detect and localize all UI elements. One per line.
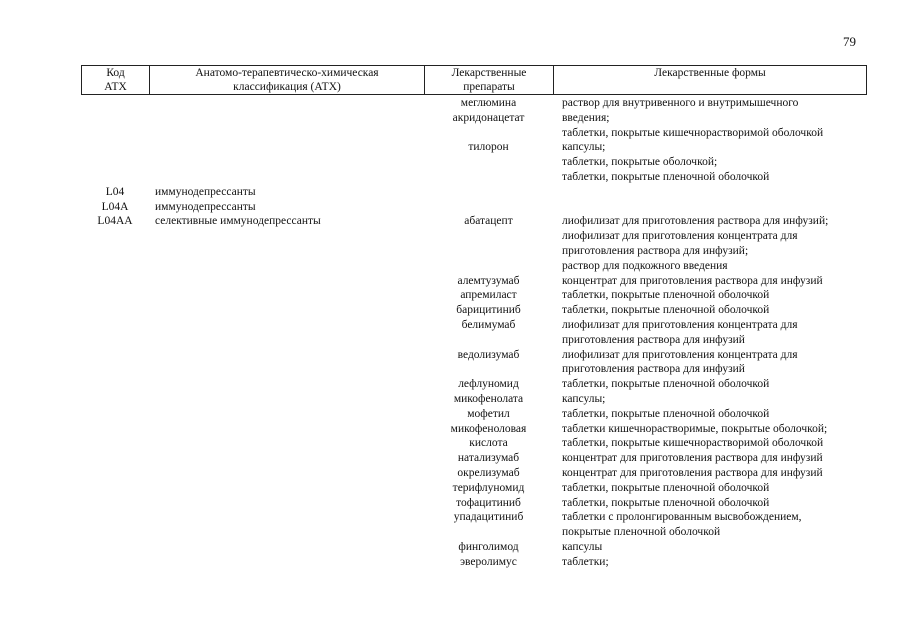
dosage-form: капсулы; — [562, 141, 606, 154]
drug-name: тофацитиниб — [456, 496, 521, 509]
drug-name: белимумаб — [461, 319, 516, 331]
header-classification-line-2: классификация (АТХ) — [233, 81, 341, 93]
drug-name: мофетил — [467, 407, 510, 420]
header-code-line-2: АТХ — [104, 81, 127, 93]
drug-name: микофеноловая — [450, 422, 527, 435]
dosage-form: раствор для внутривенного и внутримышечного — [562, 97, 799, 109]
header-drugs-line-1: Лекарственные — [451, 67, 527, 79]
dosage-form: концентрат для приготовления раствора для инфузий — [562, 274, 823, 287]
header-forms-line-1: Лекарственные формы — [654, 67, 766, 79]
dosage-form: таблетки кишечнорастворимые, покрытые оболочкой; — [562, 422, 828, 435]
dosage-form: таблетки, покрытые оболочкой; — [562, 156, 718, 169]
header-code-line-1: Код — [106, 67, 125, 79]
page-number: 79 — [843, 34, 856, 49]
dosage-form: покрытые пленочной оболочкой — [562, 526, 721, 539]
dosage-form: таблетки, покрытые пленочной оболочкой — [562, 171, 770, 183]
drug-name: алемтузумаб — [457, 274, 520, 287]
dosage-form: таблетки, покрытые пленочной оболочкой — [562, 481, 770, 494]
dosage-form: таблетки, покрытые кишечнорастворимой оболочкой — [562, 126, 824, 139]
dosage-form: лиофилизат для приготовления концентрата для — [562, 348, 798, 361]
dosage-form: приготовления раствора для инфузий — [562, 333, 745, 346]
dosage-form: лиофилизат для приготовления раствора для инфузий; — [562, 215, 829, 228]
header-classification-line-1: Анатомо-терапевтическо-химическая — [195, 67, 379, 79]
dosage-form: таблетки, покрытые пленочной оболочкой — [562, 407, 770, 420]
drug-name: кислота — [469, 437, 508, 450]
dosage-form: таблетки, покрытые пленочной оболочкой — [562, 289, 770, 302]
drug-name: акридонацетат — [452, 111, 525, 124]
dosage-form: лиофилизат для приготовления концентрата для — [562, 230, 798, 243]
atc-classification: иммунодепрессанты — [155, 200, 256, 213]
header-drugs-line-2: препараты — [463, 81, 515, 93]
drug-name: меглюмина — [460, 97, 517, 109]
atc-code: L04A — [101, 200, 129, 213]
drug-name: окрелизумаб — [457, 467, 520, 479]
drug-name: эверолимус — [460, 555, 517, 568]
dosage-form: концентрат для приготовления раствора для инфузий — [562, 452, 823, 465]
atc-code: L04AA — [97, 215, 133, 228]
drug-name: лефлуномид — [458, 378, 519, 391]
dosage-form: лиофилизат для приготовления концентрата для — [562, 319, 798, 331]
dosage-form: таблетки с пролонгированным высвобождением, — [562, 511, 802, 524]
drug-name: микофенолата — [453, 393, 524, 405]
dosage-form: таблетки, покрытые кишечнорастворимой оболочкой — [562, 437, 824, 450]
atc-classification: селективные иммунодепрессанты — [155, 215, 321, 228]
dosage-form: приготовления раствора для инфузий — [562, 363, 745, 376]
dosage-form: приготовления раствора для инфузий; — [562, 245, 749, 257]
dosage-form: таблетки, покрытые пленочной оболочкой — [562, 496, 770, 509]
drug-name: упадацитиниб — [453, 511, 524, 524]
drug-name: апремиласт — [460, 289, 517, 302]
drug-name: финголимод — [458, 541, 519, 553]
dosage-form: концентрат для приготовления раствора для инфузий — [562, 467, 823, 479]
drug-name: абатацепт — [464, 215, 513, 228]
drug-name: барицитиниб — [456, 304, 521, 317]
dosage-form: таблетки, покрытые пленочной оболочкой — [562, 378, 770, 391]
dosage-form: таблетки; — [562, 555, 609, 568]
dosage-form: капсулы; — [562, 393, 606, 405]
dosage-form: капсулы — [562, 541, 603, 553]
dosage-form: раствор для подкожного введения — [562, 259, 728, 272]
dosage-form: таблетки, покрытые пленочной оболочкой — [562, 304, 770, 317]
drug-name: ведолизумаб — [457, 348, 520, 361]
atc-classification: иммунодепрессанты — [155, 185, 256, 198]
atc-code: L04 — [105, 185, 125, 198]
dosage-form: введения; — [562, 111, 610, 124]
drug-name: тилорон — [468, 141, 509, 154]
drug-name: натализумаб — [457, 452, 520, 465]
drug-name: терифлуномид — [452, 481, 525, 494]
